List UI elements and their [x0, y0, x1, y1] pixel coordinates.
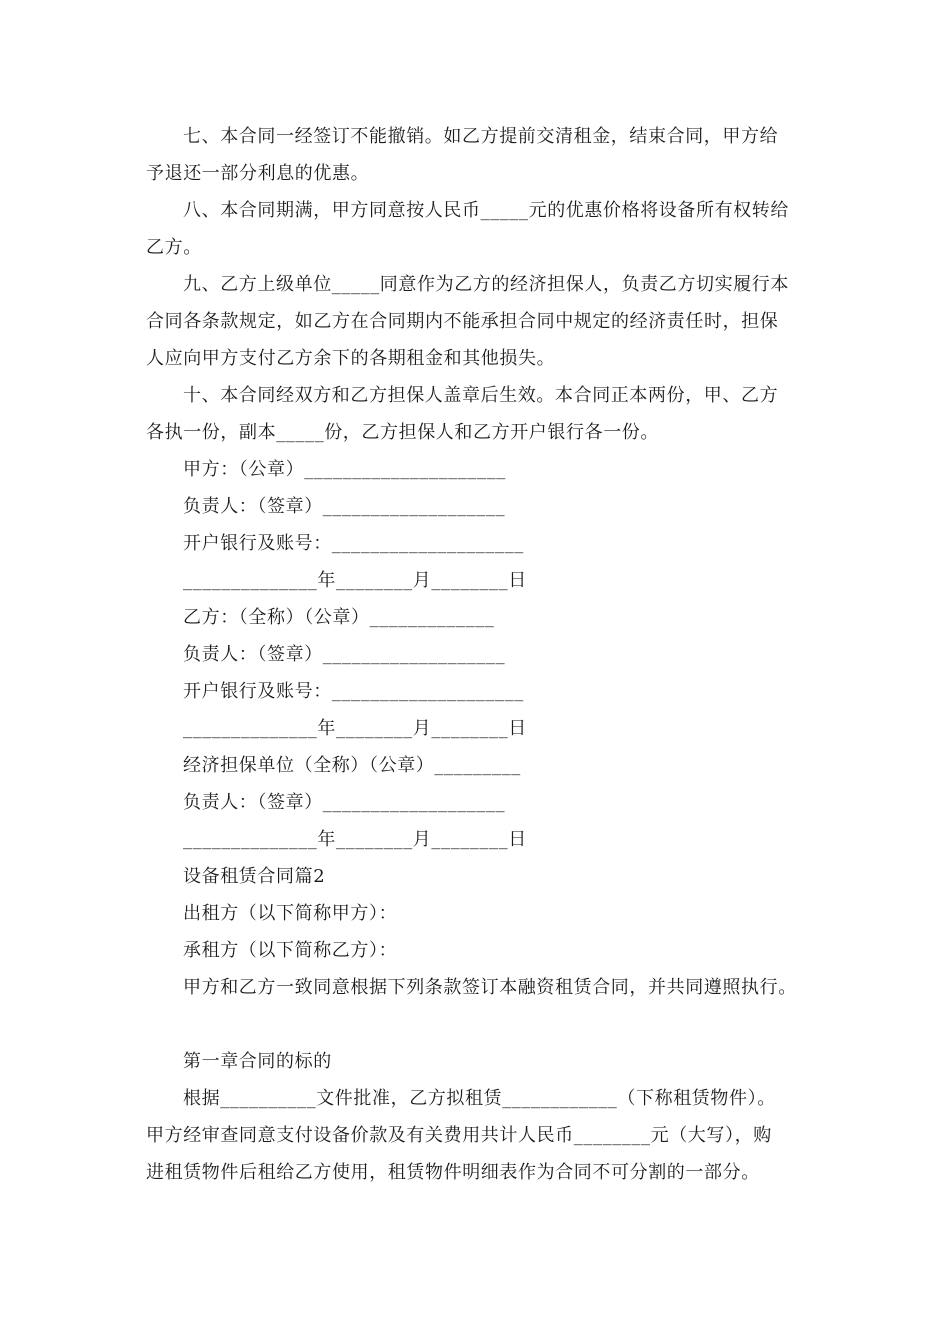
clause-7-line-2: 予退还一部分利息的优惠。: [146, 163, 370, 184]
party-b-representative: 负责人：（签章）___________________: [183, 644, 506, 665]
section-heading: 设备租赁合同篇2: [183, 866, 326, 887]
lessor-line: 出租方（以下简称甲方）：: [183, 903, 398, 924]
clause-7-line-1: 七、本合同一经签订不能撤销。如乙方提前交清租金，结束合同，甲方给: [183, 126, 779, 147]
chapter-1-line-1: 根据__________文件批准，乙方拟租赁____________（下称租赁物件）。: [183, 1088, 776, 1109]
clause-10-line-2: 各执一份，副本_____份，乙方担保人和乙方开户银行各一份。: [146, 422, 659, 443]
agreement-intro: 甲方和乙方一致同意根据下列条款签订本融资租赁合同，并共同遵照执行。: [183, 977, 797, 998]
clause-10-line-1: 十、本合同经双方和乙方担保人盖章后生效。本合同正本两份，甲、乙方: [183, 385, 779, 406]
chapter-1-line-2: 甲方经审查同意支付设备价款及有关费用共计人民币________元（大写），购: [146, 1125, 772, 1146]
guarantor-representative: 负责人：（签章）___________________: [183, 792, 506, 813]
party-b-date: ______________年________月________日: [183, 718, 527, 739]
chapter-1-heading: 第一章合同的标的: [183, 1051, 332, 1072]
party-a-bank-account: 开户银行及账号：____________________: [183, 533, 524, 554]
party-a-representative: 负责人：（签章）___________________: [183, 496, 506, 517]
clause-9-line-1: 九、乙方上级单位_____同意作为乙方的经济担保人，负责乙方切实履行本: [183, 274, 789, 295]
clause-9-line-3: 人应向甲方支付乙方余下的各期租金和其他损失。: [146, 348, 556, 369]
party-b-seal: 乙方：（全称）（公章）_____________: [183, 607, 495, 628]
clause-9-line-2: 合同各条款规定，如乙方在合同期内不能承担合同中规定的经济责任时，担保: [146, 311, 779, 332]
party-b-bank-account: 开户银行及账号：____________________: [183, 681, 524, 702]
guarantor-date: ______________年________月________日: [183, 829, 527, 850]
guarantor-seal: 经济担保单位（全称）（公章）_________: [183, 755, 521, 776]
lessee-line: 承租方（以下简称乙方）：: [183, 940, 398, 961]
chapter-1-line-3: 进租赁物件后租给乙方使用，租赁物件明细表作为合同不可分割的一部分。: [146, 1162, 760, 1183]
party-a-date: ______________年________月________日: [183, 570, 527, 591]
clause-8-line-1: 八、本合同期满，甲方同意按人民币_____元的优惠价格将设备所有权转给: [183, 200, 789, 221]
party-a-seal: 甲方：（公章）_____________________: [183, 459, 506, 480]
clause-8-line-2: 乙方。: [146, 237, 202, 258]
